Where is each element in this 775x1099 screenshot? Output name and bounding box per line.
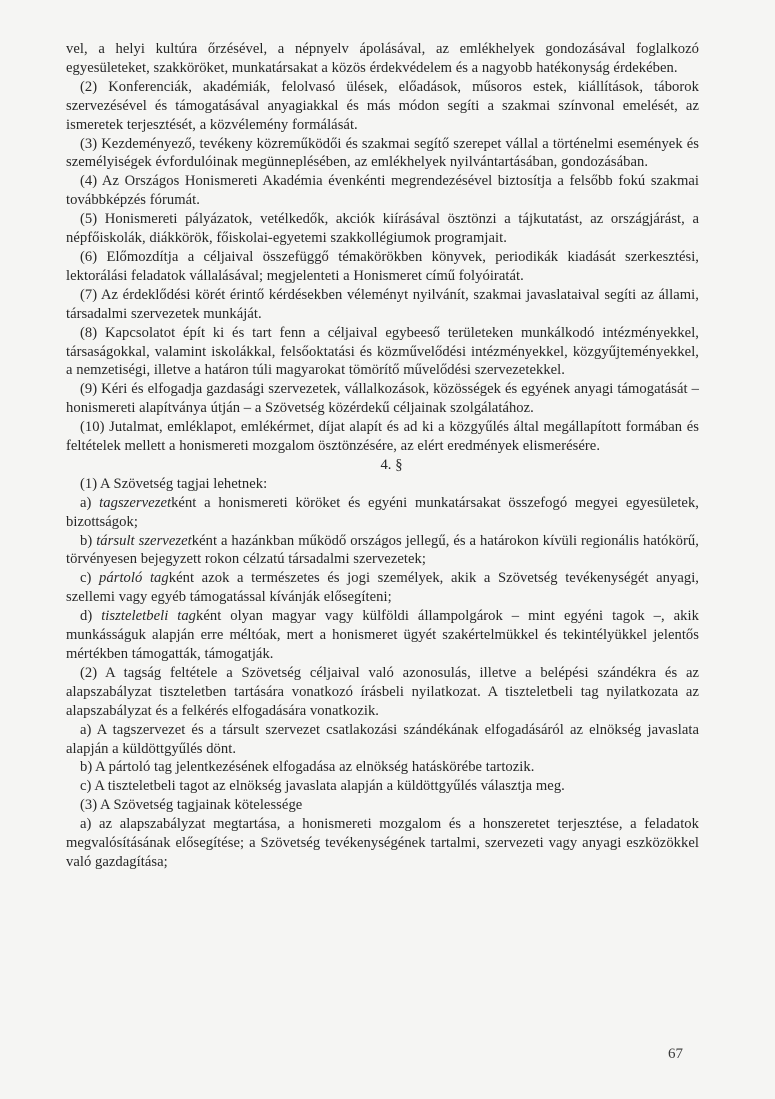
paragraph-6: (6) Előmozdítja a céljaival összefüggő témakörökben könyvek, periodikák kiadását szerkesztési, lektorálási feladatok vállalásával; megjelenteti a Honismeret című folyóiratát. [66,248,699,284]
paragraph-7: (7) Az érdeklődési körét érintő kérdésekben véleményt nyilvánít, szakmai javaslataival segíti az állami, társadalmi szervezetek munkáját. [66,286,699,322]
member-type-a-rest: ként a honismereti köröket és egyéni munkatársakat összefogó megyei egyesületek, bizottságok; [66,494,699,530]
member-type-b-prefix: b) [80,532,97,549]
member-duties-heading: (3) A Szövetség tagjainak kötelessége [80,797,303,814]
member-type-d-term: tiszteletbeli tag [101,608,197,625]
body-text [66,40,699,872]
member-type-a-term: tagszervezet [99,494,172,511]
paragraph-3: (3) Kezdeményező, tevékeny közreműködői és szakmai segítő szerepet vállal a történelmi események és személyiségek évfordulóinak megünneplésében, az emlékhelyek nyilvántartásában, gondozásában. [66,135,699,171]
member-type-a-prefix: a) [80,494,100,511]
member-type-b [66,532,699,570]
member-type-d-prefix: d) [80,608,102,625]
page-number: 67 [668,1046,683,1062]
paragraph-9: (9) Kéri és elfogadja gazdasági szervezetek, vállalkozások, közösségek és egyének anyagi támogatását – honismereti alapítványa útján – a Szövetség közérdekű céljainak szolgálatához. [66,381,699,417]
member-type-c [66,569,699,607]
member-type-c-prefix: c) [80,570,100,587]
paragraph-4: (4) Az Országos Honismereti Akadémia évenkénti megrendezésével biztosítja a felsőbb fokú szakmai továbbképzés fórumát. [66,173,699,209]
member-type-d-rest: ként olyan magyar vagy külföldi állampolgárok – mint egyéni tagok –, akik munkásságuk alapján erre méltóak, mert a honismeret ügyét szakértelmükkel és tekintélyükkel jelentős mértékben támogatták, támogatják. [66,608,699,662]
section-heading: 4. § [380,456,403,473]
member-type-b-rest: ként a hazánkban működő országos jellegű, és a határokon kívüli regionális hatókörű, törvényesen bejegyzett rokon célzatú társadalmi szervezetek; [66,532,699,568]
member-duty-a: a) az alapszabályzat megtartása, a honismereti mozgalom és a honszeretet terjesztése, a feladatok megvalósításának elősegítése; a Szövetség tevékenységének tartalmi, szervezeti vagy anyagi eszközökkel való gazdagítása; [66,816,699,870]
paragraph-5: (5) Honismereti pályázatok, vetélkedők, akciók kiírásával ösztönzi a tájkutatást, az országjárást, a népfőiskolák, diákkörök, főiskolai-egyetemi szakkollégiumok programjait. [66,211,699,247]
section-intro: (1) A Szövetség tagjai lehetnek: [80,475,268,492]
membership-rule-a: a) A tagszervezet és a társult szervezet csatlakozási szándékának elfogadásáról az elnökség javaslata alapján a küldöttgyűlés dönt. [66,721,699,757]
membership-rule-c: c) A tiszteletbeli tagot az elnökség javaslata alapján a küldöttgyűlés választja meg. [80,778,565,795]
paragraph-continued: vel, a helyi kultúra őrzésével, a népnyelv ápolásával, az emlékhelyek gondozásával foglalkozó egyesületeket, szakköröket, munkatársakat a közös érdekvédelem és a nagyobb hatékonyság érdekében. [66,41,699,76]
paragraph-2: (2) Konferenciák, akadémiák, felolvasó ülések, előadások, műsoros estek, kiállítások, táborok szervezésével és támogatásával anyagiakkal és más módon segíti a szakmai színvonal emelését, az ismeretek terjesztését, a közvélemény formálását. [66,78,699,133]
membership-condition: (2) A tagság feltétele a Szövetség céljaival való azonosulás, illetve a belépési szándékra és az alapszabályzat tiszteletben tartására vonatkozó írásbeli nyilatkozat. A tiszteletbeli tag nyilatkozata az alapszabályzat és a felkérés elfogadására vonatkozik. [66,664,699,719]
member-type-c-rest: ként azok a természetes és jogi személyek, akik a Szövetség tevékenységét anyagi, szellemi vagy egyéb támogatással kívánják elősegíteni; [66,570,700,606]
paragraph-8: (8) Kapcsolatot épít ki és tart fenn a céljaival egybeeső területeken munkálkodó intézményekkel, társaságokkal, valamint iskolákkal, felsőoktatási és közművelődési intézményekkel, közgyűjteményekkel, a nemzetiségi, illetve a határon túli magyarokat tömörítő művelődési szervezetekkel. [66,324,699,379]
member-type-a [66,494,699,532]
member-type-b-term: társult szervezet [96,532,192,549]
member-type-d [66,607,699,664]
paragraph-10: (10) Jutalmat, emléklapot, emlékérmet, díjat alapít és ad ki a közgyűlés által megállapított formában és feltételek mellett a honismereti mozgalom ösztönzésére, az elért eredmények elismerésére. [66,419,699,455]
membership-rule-b: b) A pártoló tag jelentkezésének elfogadása az elnökség hatáskörébe tartozik. [80,759,535,776]
member-type-c-term: pártoló tag [99,570,169,587]
